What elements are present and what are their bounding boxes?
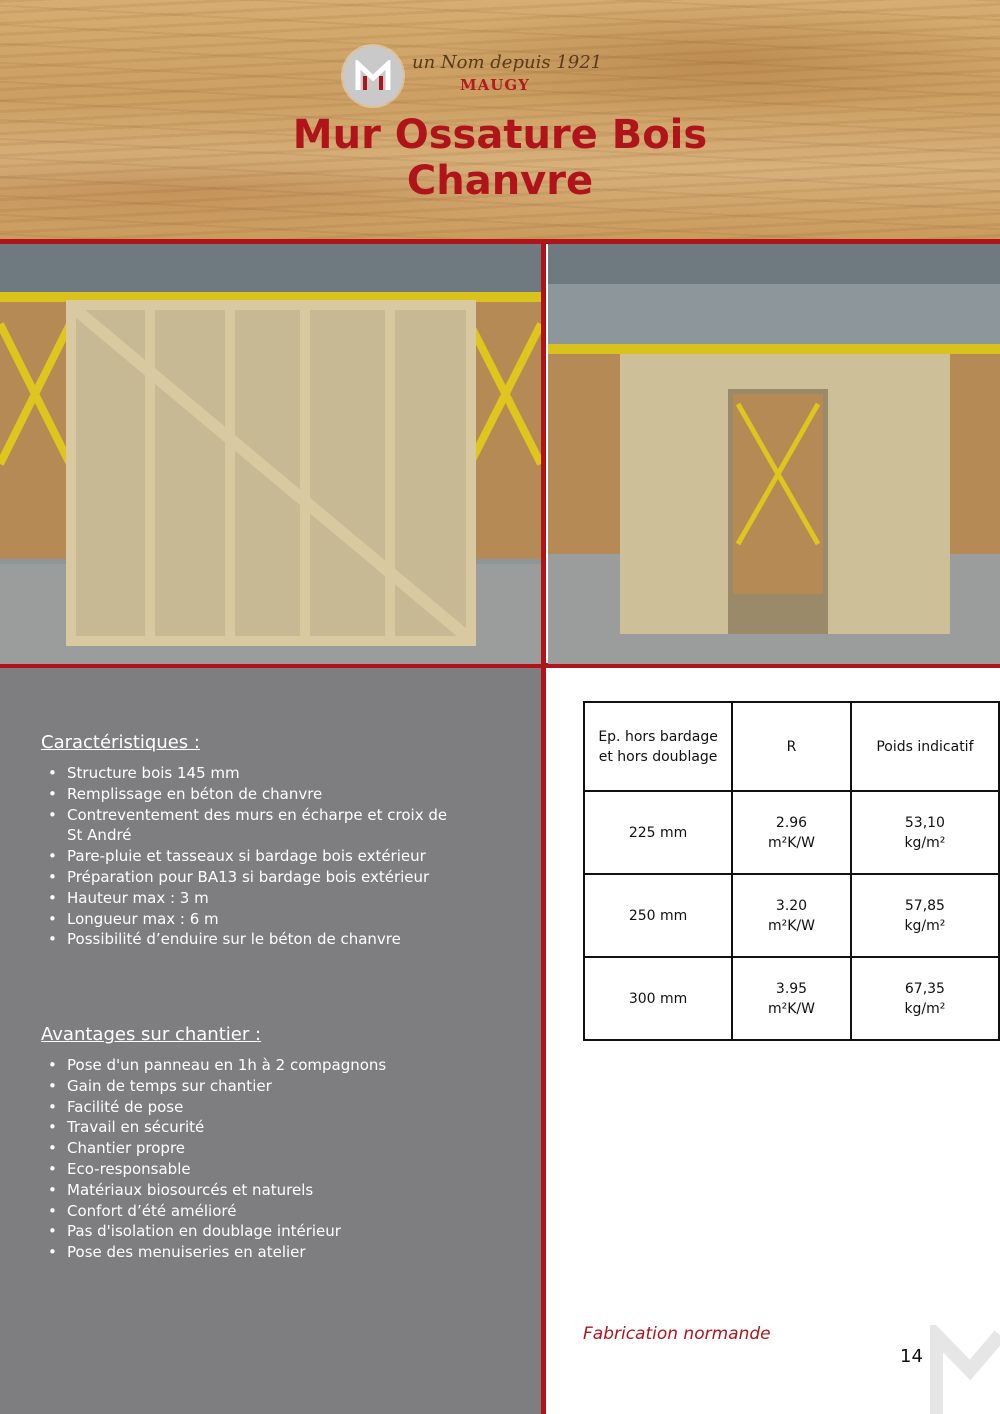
- photo-wall-frame: [0, 244, 541, 664]
- r-value: 2.96: [775, 814, 808, 831]
- list-item: • Pose d'un panneau en 1h à 2 compagnons: [46, 1055, 466, 1076]
- table-row: [584, 957, 999, 1040]
- weight-unit: kg/m²: [904, 1000, 946, 1017]
- list-item: • Travail en sécurité: [46, 1117, 466, 1138]
- brand-name: MAUGY: [460, 76, 530, 94]
- list-item: • Pas d'isolation en doublage intérieur: [46, 1221, 466, 1242]
- tagline: un Nom depuis 1921: [412, 52, 603, 73]
- r-unit: m²K/W: [768, 834, 815, 851]
- weight-unit: kg/m²: [904, 834, 946, 851]
- weight-value: 67,35: [904, 980, 945, 997]
- title-line-2: Chanvre: [406, 158, 594, 204]
- advantages-title: Avantages sur chantier :: [41, 1024, 262, 1045]
- list-item: • Pare-pluie et tasseaux si bardage bois extérieur: [46, 846, 466, 867]
- list-item: • Structure bois 145 mm: [46, 763, 466, 784]
- header-thickness: Ep. hors bardage et hors doublage: [584, 702, 732, 791]
- r-value: 3.95: [775, 980, 808, 997]
- weight-value: 53,10: [904, 814, 945, 831]
- advantages-list: [46, 1055, 466, 1263]
- list-item: • Matériaux biosourcés et naturels: [46, 1180, 466, 1201]
- cell-weight: [851, 791, 999, 874]
- weight-unit: kg/m²: [904, 917, 946, 934]
- list-item: • Possibilité d’enduire sur le béton de chanvre: [46, 929, 466, 950]
- list-item: • Chantier propre: [46, 1138, 466, 1159]
- r-unit: m²K/W: [768, 1000, 815, 1017]
- header-weight: Poids indicatif: [851, 702, 999, 791]
- cell-r: [732, 874, 851, 957]
- list-item: • Gain de temps sur chantier: [46, 1076, 466, 1097]
- cell-r: [732, 791, 851, 874]
- fabrication-note: Fabrication normande: [583, 1324, 771, 1344]
- characteristics-list: [46, 763, 466, 950]
- list-item: • Hauteur max : 3 m: [46, 888, 466, 909]
- list-item: • Préparation pour BA13 si bardage bois extérieur: [46, 867, 466, 888]
- spec-table: [583, 701, 1000, 1041]
- photo-divider: [541, 244, 546, 1414]
- header-wood-banner: [0, 0, 1000, 240]
- page-number: 14: [900, 1346, 923, 1367]
- list-item: • Contreventement des murs en écharpe et croix de St André: [46, 805, 466, 847]
- table-row: [584, 791, 999, 874]
- photo-wall-door: [548, 244, 1000, 664]
- list-item: • Confort d’été amélioré: [46, 1201, 466, 1222]
- cell-weight: [851, 874, 999, 957]
- table-header-row: [584, 702, 999, 791]
- maugy-logo-icon: [343, 46, 403, 106]
- list-item: • Remplissage en béton de chanvre: [46, 784, 466, 805]
- title-line-1: Mur Ossature Bois: [292, 112, 708, 158]
- r-unit: m²K/W: [768, 917, 815, 934]
- r-value: 3.20: [775, 897, 808, 914]
- page-title: [0, 112, 1000, 204]
- cell-thickness: 225 mm: [584, 791, 732, 874]
- features-panel: [0, 668, 541, 1414]
- characteristics-title: Caractéristiques :: [41, 732, 200, 753]
- list-item: • Pose des menuiseries en atelier: [46, 1242, 466, 1263]
- cell-thickness: 250 mm: [584, 874, 732, 957]
- table-row: [584, 874, 999, 957]
- list-item: • Longueur max : 6 m: [46, 909, 466, 930]
- cell-thickness: 300 mm: [584, 957, 732, 1040]
- header-r: R: [732, 702, 851, 791]
- list-item: • Eco-responsable: [46, 1159, 466, 1180]
- m-watermark-icon: [930, 1325, 1000, 1414]
- cell-weight: [851, 957, 999, 1040]
- list-item: • Facilité de pose: [46, 1097, 466, 1118]
- cell-r: [732, 957, 851, 1040]
- weight-value: 57,85: [904, 897, 945, 914]
